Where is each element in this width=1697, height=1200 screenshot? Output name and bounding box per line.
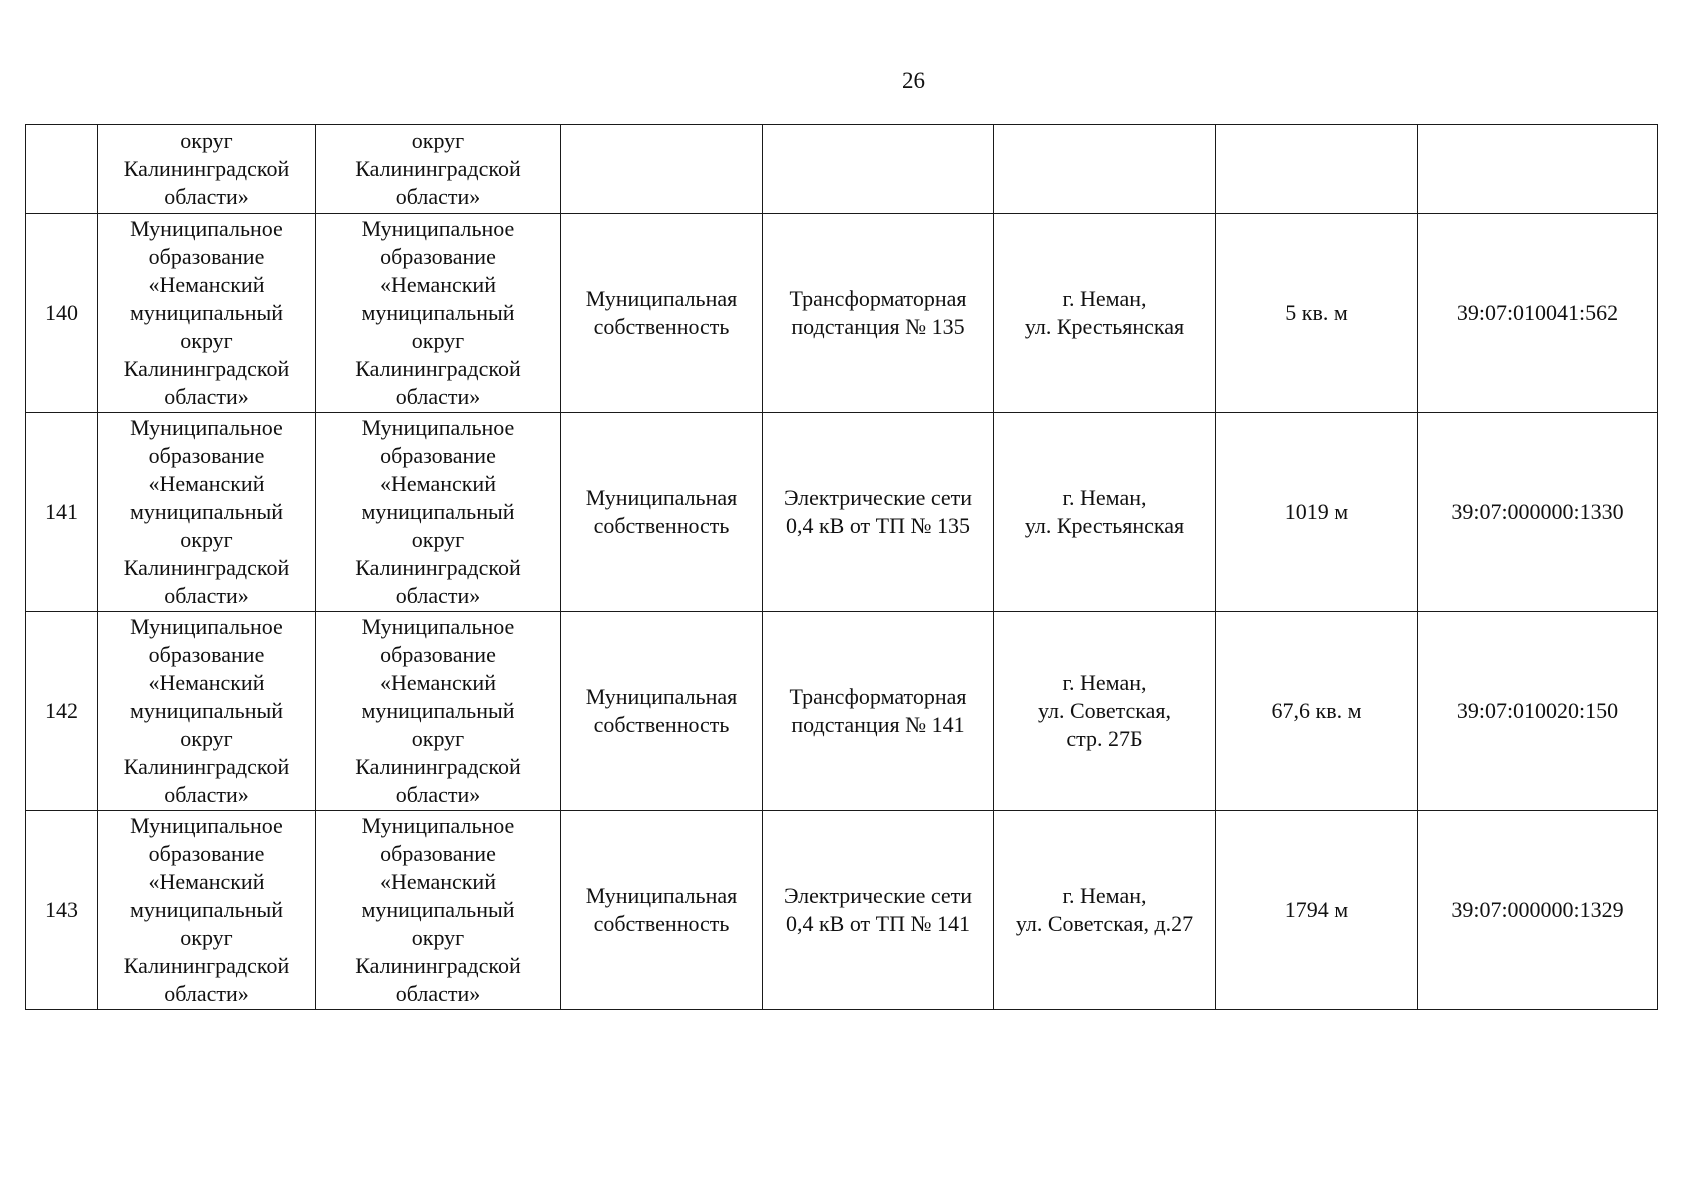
rights-holder-line: образование — [148, 841, 265, 866]
table-row — [26, 612, 1658, 811]
owner-line: Муниципальное — [361, 415, 515, 440]
cell-rights-holder — [98, 214, 316, 413]
owner-line: округ — [411, 726, 465, 751]
owner-line: округ — [411, 128, 465, 153]
owner-line: области» — [395, 981, 481, 1006]
cell-size: 5 кв. м — [1216, 214, 1418, 413]
rights-holder-line: округ — [180, 527, 233, 552]
cell-ownership-type — [561, 214, 763, 413]
owner-line: образование — [380, 244, 496, 269]
owner-line: «Неманский — [380, 471, 496, 496]
rights-holder-line: «Неманский — [148, 670, 265, 695]
rights-holder-line: Муниципальное — [130, 614, 283, 639]
owner-line: области» — [395, 384, 481, 409]
rights-holder-line: области» — [164, 184, 249, 209]
owner-line: Калининградской — [355, 356, 521, 381]
rights-holder-line: округ — [180, 128, 233, 153]
rights-holder-line: «Неманский — [148, 869, 265, 894]
ownership-line: Муниципальная — [585, 485, 738, 510]
owner-line: области» — [395, 583, 481, 608]
owner-line: области» — [395, 782, 481, 807]
owner-line: Калининградской — [355, 555, 521, 580]
address-line: ул. Крестьянская — [1024, 314, 1185, 339]
address-line: г. Неман, — [1062, 883, 1147, 908]
cell-cadastral-number: 39:07:000000:1329 — [1418, 811, 1658, 1010]
cell-object-name — [763, 413, 994, 612]
rights-holder-line: образование — [148, 443, 265, 468]
owner-line: «Неманский — [380, 670, 496, 695]
ownership-line: собственность — [593, 314, 730, 339]
cell-rights-holder — [98, 413, 316, 612]
cell-owner — [316, 612, 561, 811]
object-line: подстанция № 141 — [791, 712, 965, 737]
cell-address — [994, 125, 1216, 214]
rights-holder-line: Калининградской — [123, 953, 290, 978]
address-line: ул. Советская, — [1037, 698, 1172, 723]
object-line: Электрические сети — [783, 485, 973, 510]
cell-cadastral-number: 39:07:010020:150 — [1418, 612, 1658, 811]
object-line: 0,4 кВ от ТП № 135 — [785, 513, 970, 538]
cell-cadastral-number — [1418, 125, 1658, 214]
owner-line: образование — [380, 642, 496, 667]
rights-holder-line: округ — [180, 925, 233, 950]
rights-holder-line: муниципальный — [129, 499, 284, 524]
table-row — [26, 413, 1658, 612]
cell-ownership-type — [561, 413, 763, 612]
owner-line: муниципальный — [361, 300, 515, 325]
cell-owner — [316, 811, 561, 1010]
table-row-continuation — [26, 125, 1658, 214]
cell-address — [994, 214, 1216, 413]
owner-line: муниципальный — [361, 897, 515, 922]
owner-line: «Неманский — [380, 272, 496, 297]
object-line: Электрические сети — [783, 883, 973, 908]
table-row — [26, 214, 1658, 413]
owner-line: Муниципальное — [361, 813, 515, 838]
cell-owner — [316, 125, 561, 214]
cell-number: 143 — [26, 811, 98, 1010]
object-line: Трансформаторная — [789, 286, 967, 311]
rights-holder-line: муниципальный — [129, 698, 284, 723]
cell-object-name — [763, 612, 994, 811]
rights-holder-line: «Неманский — [148, 272, 265, 297]
ownership-line: собственность — [593, 712, 730, 737]
cell-rights-holder — [98, 612, 316, 811]
owner-line: образование — [380, 841, 496, 866]
address-line: ул. Крестьянская — [1024, 513, 1185, 538]
rights-holder-line: муниципальный — [129, 300, 284, 325]
owner-line: муниципальный — [361, 698, 515, 723]
property-table — [25, 124, 1658, 1010]
object-line: подстанция № 135 — [791, 314, 965, 339]
cell-size: 1794 м — [1216, 811, 1418, 1010]
rights-holder-line: образование — [148, 244, 265, 269]
ownership-line: собственность — [593, 911, 730, 936]
cell-address — [994, 612, 1216, 811]
cell-cadastral-number: 39:07:010041:562 — [1418, 214, 1658, 413]
rights-holder-line: округ — [180, 328, 233, 353]
table-row — [26, 811, 1658, 1010]
rights-holder-line: образование — [148, 642, 265, 667]
address-line: г. Неман, — [1062, 670, 1147, 695]
cell-address — [994, 413, 1216, 612]
rights-holder-line: «Неманский — [148, 471, 265, 496]
rights-holder-line: Калининградской — [123, 555, 290, 580]
rights-holder-line: области» — [164, 981, 249, 1006]
owner-line: области» — [395, 184, 481, 209]
owner-line: Калининградской — [355, 754, 521, 779]
owner-line: образование — [380, 443, 496, 468]
cell-ownership-type — [561, 612, 763, 811]
rights-holder-line: Муниципальное — [130, 813, 283, 838]
rights-holder-line: округ — [180, 726, 233, 751]
address-line: стр. 27Б — [1066, 726, 1143, 751]
page-number: 26 — [902, 68, 925, 93]
owner-line: округ — [411, 925, 465, 950]
rights-holder-line: Калининградской — [123, 356, 290, 381]
cell-size: 1019 м — [1216, 413, 1418, 612]
owner-line: Муниципальное — [361, 614, 515, 639]
owner-line: Муниципальное — [361, 216, 515, 241]
address-line: ул. Советская, д.27 — [1015, 911, 1194, 936]
rights-holder-line: области» — [164, 583, 249, 608]
ownership-line: Муниципальная — [585, 684, 738, 709]
cell-rights-holder — [98, 811, 316, 1010]
object-line: Трансформаторная — [789, 684, 967, 709]
cell-ownership-type — [561, 125, 763, 214]
cell-address — [994, 811, 1216, 1010]
cell-number — [26, 125, 98, 214]
rights-holder-line: Муниципальное — [130, 216, 283, 241]
ownership-line: Муниципальная — [585, 286, 738, 311]
object-line: 0,4 кВ от ТП № 141 — [785, 911, 970, 936]
cell-cadastral-number: 39:07:000000:1330 — [1418, 413, 1658, 612]
owner-line: муниципальный — [361, 499, 515, 524]
cell-object-name — [763, 214, 994, 413]
rights-holder-line: области» — [164, 384, 249, 409]
rights-holder-line: области» — [164, 782, 249, 807]
owner-line: Калининградской — [355, 156, 521, 181]
owner-line: округ — [411, 527, 465, 552]
address-line: г. Неман, — [1062, 286, 1147, 311]
owner-line: «Неманский — [380, 869, 496, 894]
cell-owner — [316, 413, 561, 612]
cell-number: 141 — [26, 413, 98, 612]
address-line: г. Неман, — [1062, 485, 1147, 510]
ownership-line: Муниципальная — [585, 883, 738, 908]
cell-number: 140 — [26, 214, 98, 413]
owner-line: Калининградской — [355, 953, 521, 978]
rights-holder-line: Калининградской — [123, 754, 290, 779]
rights-holder-line: Муниципальное — [130, 415, 283, 440]
cell-object-name — [763, 811, 994, 1010]
ownership-line: собственность — [593, 513, 730, 538]
cell-size — [1216, 125, 1418, 214]
cell-size: 67,6 кв. м — [1216, 612, 1418, 811]
cell-number: 142 — [26, 612, 98, 811]
owner-line: округ — [411, 328, 465, 353]
cell-object-name — [763, 125, 994, 214]
cell-ownership-type — [561, 811, 763, 1010]
cell-owner — [316, 214, 561, 413]
rights-holder-line: Калининградской — [123, 156, 290, 181]
rights-holder-line: муниципальный — [129, 897, 284, 922]
table-body — [26, 125, 1658, 1010]
cell-rights-holder — [98, 125, 316, 214]
